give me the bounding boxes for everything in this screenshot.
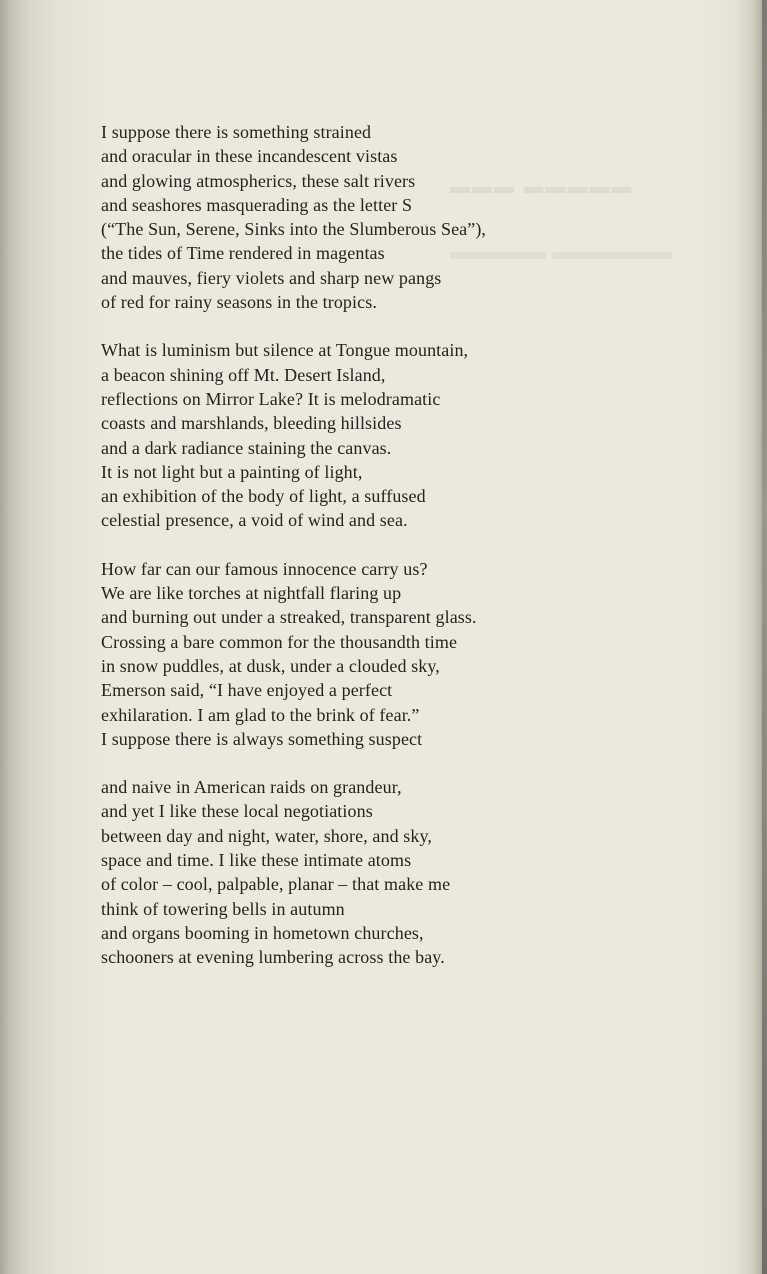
poem-line: and burning out under a streaked, transparent glass. bbox=[101, 607, 477, 628]
poem-line: reflections on Mirror Lake? It is melodramatic bbox=[101, 388, 441, 409]
poem-line: schooners at evening lumbering across the bay. bbox=[101, 947, 445, 968]
poem-line: and organs booming in hometown churches, bbox=[101, 922, 424, 943]
poem-line: and a dark radiance staining the canvas. bbox=[101, 437, 392, 458]
poem-line: and mauves, fiery violets and sharp new pangs bbox=[101, 267, 442, 288]
page-edge-shadow bbox=[762, 0, 767, 1274]
poem-line: space and time. I like these intimate atoms bbox=[101, 850, 412, 871]
poem-line: think of towering bells in autumn bbox=[101, 898, 345, 919]
poem bbox=[101, 120, 741, 994]
show-through-subheading: ▬▬▬▬ ▬▬▬▬▬ bbox=[450, 238, 673, 265]
poem-line: I suppose there is always something suspect bbox=[101, 728, 423, 749]
poem-line: and glowing atmospherics, these salt rivers bbox=[101, 170, 416, 191]
poem-line: in snow puddles, at dusk, under a clouded sky, bbox=[101, 655, 440, 676]
poem-line: of color – cool, palpable, planar – that make me bbox=[101, 874, 451, 895]
poem-line: the tides of Time rendered in magentas bbox=[101, 243, 385, 264]
poem-line: celestial presence, a void of wind and sea. bbox=[101, 510, 408, 531]
poem-line: and naive in American raids on grandeur, bbox=[101, 777, 402, 798]
stanza-2 bbox=[101, 338, 741, 532]
stanza-1 bbox=[101, 120, 741, 314]
poem-line: and seashores masquerading as the letter S bbox=[101, 194, 413, 215]
poem-line: and oracular in these incandescent vistas bbox=[101, 146, 398, 167]
poem-line: Emerson said, “I have enjoyed a perfect bbox=[101, 680, 393, 701]
poem-line: between day and night, water, shore, and sky, bbox=[101, 825, 433, 846]
poem-line: and yet I like these local negotiations bbox=[101, 801, 373, 822]
poem-line: (“The Sun, Serene, Sinks into the Slumberous Sea”), bbox=[101, 219, 487, 240]
show-through-heading: ▬▬▬ ▬▬▬▬▬ bbox=[450, 176, 634, 198]
poem-line: How far can our famous innocence carry us? bbox=[101, 558, 428, 579]
poem-line: of red for rainy seasons in the tropics. bbox=[101, 292, 377, 313]
poem-line: an exhibition of the body of light, a suffused bbox=[101, 486, 426, 507]
poem-line: a beacon shining off Mt. Desert Island, bbox=[101, 364, 386, 385]
poem-line: coasts and marshlands, bleeding hillsides bbox=[101, 413, 402, 434]
stanza-4 bbox=[101, 775, 741, 969]
poem-line: I suppose there is something strained bbox=[101, 122, 372, 142]
poem-line: We are like torches at nightfall flaring up bbox=[101, 583, 402, 604]
poem-line: Crossing a bare common for the thousandth time bbox=[101, 631, 458, 652]
poem-line: It is not light but a painting of light, bbox=[101, 461, 363, 482]
poem-line: exhilaration. I am glad to the brink of fear.” bbox=[101, 704, 420, 725]
stanza-3 bbox=[101, 557, 741, 751]
poem-line: What is luminism but silence at Tongue mountain, bbox=[101, 340, 469, 361]
